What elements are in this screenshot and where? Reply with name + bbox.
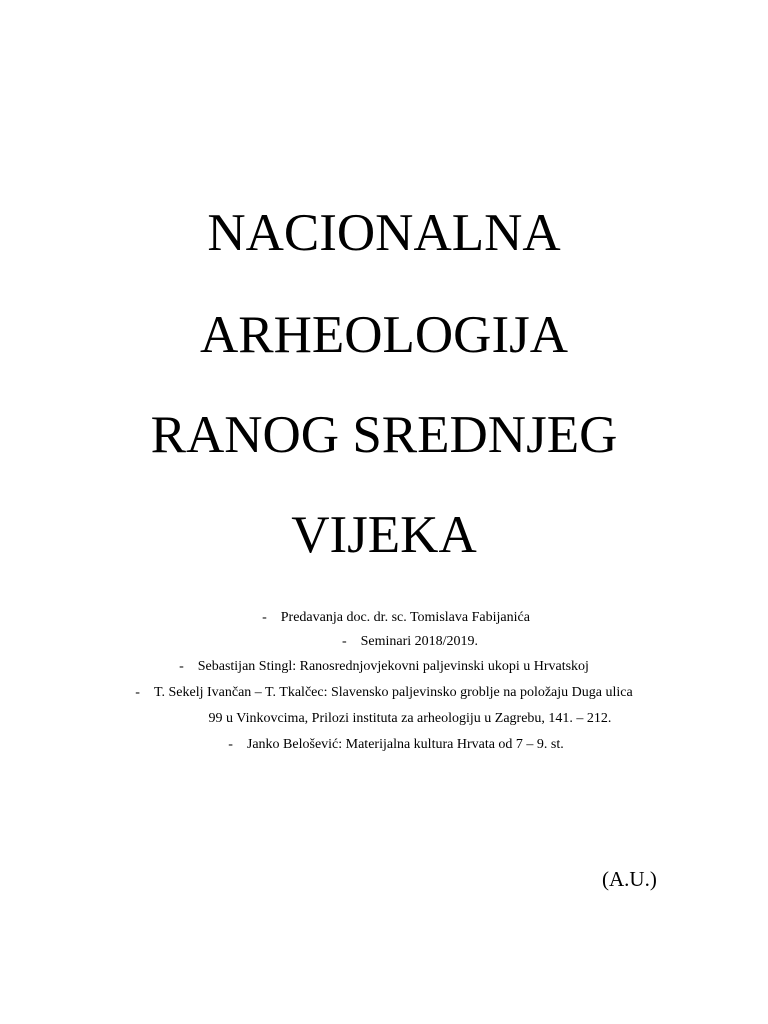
author-initials: (A.U.) [602, 867, 657, 891]
title-line-4: VIJEKA [291, 506, 477, 564]
source-item-seminars [26, 633, 768, 651]
bullet-dash: - [135, 685, 140, 700]
bullet-dash: - [262, 610, 267, 625]
source-text: T. Sekelj Ivančan – T. Tkalčec: Slavensko paljevinsko groblje na položaju Duga ulica [153, 685, 633, 700]
source-text: Seminari 2018/2019. [360, 634, 479, 649]
title-line-2: ARHEOLOGIJA [199, 306, 569, 364]
source-text: Predavanja doc. dr. sc. Tomislava Fabijanića [280, 610, 530, 625]
bullet-dash: - [179, 659, 184, 674]
source-item-stingl [0, 658, 768, 676]
source-text: Janko Belošević: Materijalna kultura Hrvata od 7 – 9. st. [246, 737, 564, 752]
source-text: Sebastijan Stingl: Ranosrednjovjekovni paljevinski ukopi u Hrvatskoj [197, 659, 589, 674]
source-item-lectures [12, 609, 768, 627]
bullet-dash: - [228, 737, 233, 752]
source-item-belosevic [12, 736, 768, 754]
bullet-dash: - [341, 634, 347, 649]
source-item-sekelj-tkalcec [0, 684, 768, 702]
source-item-continuation: 99 u Vinkovcima, Prilozi instituta za arheologiju u Zagrebu, 141. – 212. [208, 711, 612, 726]
title-line-3: RANOG SREDNJEG [150, 406, 618, 464]
title-line-1: NACIONALNA [207, 204, 561, 262]
